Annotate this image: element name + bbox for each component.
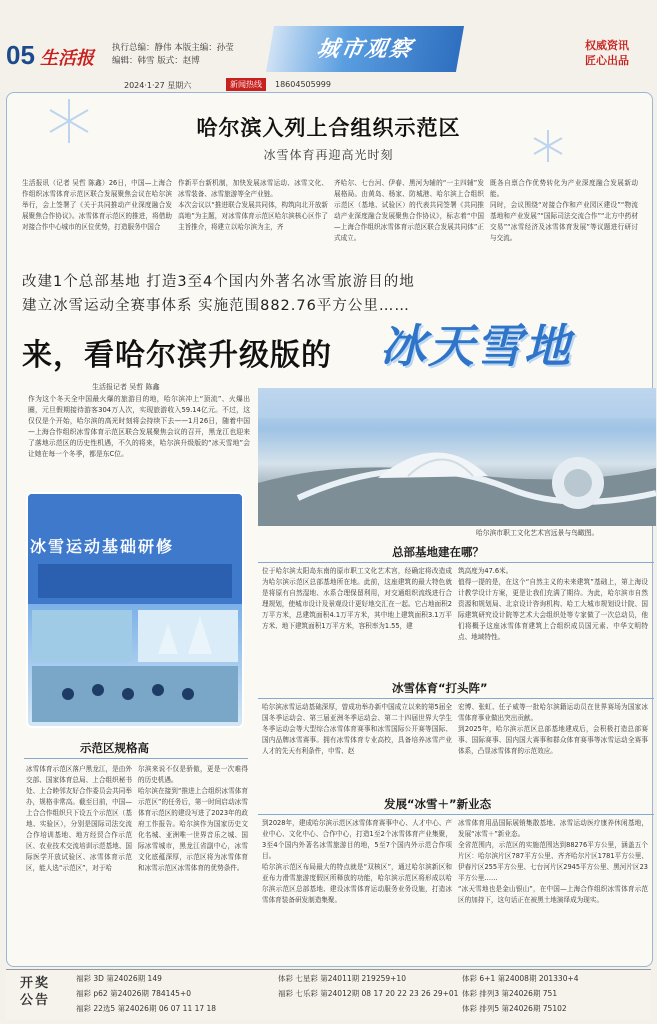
article1-column-2: 作新平台新机制，加快发展冰雪运动、冰雪文化、冰雪装备、冰雪旅游等全产业链。 本次会议以“推进联合发展共同体，构筑向北开放新高地”为主题，对冰雪体育示范区哈尔滨核心区作了主旨推介，将建立以哈尔滨为主，齐 — [178, 179, 328, 231]
newspaper-name: 生活报 — [40, 48, 94, 69]
section1-title: 总部基地建在哪？ — [392, 545, 484, 559]
article1-subtitle: 冰雪体育再迎高光时刻 — [263, 148, 394, 162]
page-number: 05 — [6, 40, 35, 70]
side-column-2: 尔滨来说不仅是骄傲，更是一次难得的历史机遇。 哈尔滨在接到“推进上合组织冰雪体育示范区”的任务后，第一时间启动冰雪体育示范区的建设写进了2023年的政府工作报告。哈尔滨作为国家历史文化名城、亚洲唯一世界音乐之城、国际冰雪城市，黑龙江省副中心，冰雪文化底蕴深厚，示范区将为冰雪体育和冰雪示范区冰雪体育的优势条件。 — [138, 765, 248, 872]
lottery-row: 体彩 6+1 第24008期 201330+4 — [462, 974, 579, 983]
article1-column-4: 既各自禀合作优势转化为产业深度融合发展新动能。 同时，会议围绕“对接合作和产业园区建设”“物流基地和产业发展”“国际司法交流合作”“北方中药材交易”“冰雪经济及冰雪体育发展”等议题进行研讨与交流。 — [490, 179, 638, 242]
lottery-row: 福彩 七乐彩 第24012期 08 17 20 22 23 26 29+01 — [278, 989, 459, 998]
article2-byline: 生活报记者 吴哲 陈鑫 — [92, 383, 160, 391]
lottery-title — [20, 975, 50, 1009]
issue-date: 2024·1·27 星期六 — [124, 81, 192, 90]
article1-column-3: 齐哈尔、七台河、伊春、黑河为辅的“一主四辅”发展格局。由黄岛、杨家、防城港、哈尔滨上合组织示范区（基地、试验区）的代表共同签署《共同推动产业深度融合发展聚焦合作协议》，标志着“中国—上海合作组织冰雪体育示范区联合发展共同体”正式成立。 — [334, 179, 484, 242]
lottery-row: 福彩 3D 第24026期 149 — [76, 974, 162, 983]
hotline-label: 新闻热线 — [226, 78, 266, 91]
slogan-line-2: 匠心出品 — [585, 54, 629, 67]
lottery-title-line-1: 开奖 — [20, 976, 51, 991]
aerial-building-illustration — [258, 388, 656, 526]
section1-divider — [258, 562, 654, 563]
hotline-number: 18604505999 — [275, 80, 331, 89]
training-photo — [26, 492, 244, 728]
editors-line-2: 编辑：韩雪 版式：赵博 — [112, 56, 200, 66]
training-collage-illustration — [28, 494, 242, 726]
slogan — [585, 38, 629, 68]
slogan-line-1: 权威资讯 — [585, 39, 629, 52]
section3-column-1: 到2028年，建成哈尔滨示范区冰雪体育赛事中心、人才中心、产业中心、文化中心、合作中心，打造1至2个冰雪体育产业集聚，3至4个国内外著名冰雪旅游目的地，5至7个国内外示范合作项目。 哈尔滨示范区布局最大的特点就是“双核区”，通过哈尔滨新区和亚布力滑雪旅游度假区所释放的功能，哈尔滨示范区将形成以哈尔滨示范区总部基地、建设冰雪体育运动服务业务设施，打造冰雪体育装备研发制造集聚。 — [262, 819, 452, 904]
section2-column-1: 哈尔滨冰雪运动基础深厚，曾成功举办新中国成立以来的第5届全国冬季运动会、第三届亚洲冬季运动会、第二十四届世界大学生冬季运动会等大型综合冰雪体育赛事和冰雪国际公开赛等国际、国内品牌冰雪赛事。拥有冰雪体育专业高校，具备培养冰雪产业人才的先天有利条件，申雪、赵 — [262, 703, 452, 755]
lottery-row: 体彩 排列5 第24026期 75102 — [462, 1004, 567, 1013]
section1-column-1: 位于哈尔滨太阳岛东南的原市职工文化艺术宫，经确定将改造成为哈尔滨示范区总部基地所在地。此前，这座建筑的最大特色就是将原有自然湿地、水系合理保留利用，对交通组织流线进行合理规划，使城市设计及景观设计更好地交汇在一起。它占地面积2万平方米，总建筑面积4.1万平方米，其中地上建筑面积3.1万平方米、地下建筑面积1万平方米，容积率为1.55，建 — [262, 567, 452, 630]
side-column-1: 冰雪体育示范区落户黑龙江，是由外交部、国家体育总局、上合组织秘书处、上合睦邻友好合作委员会共同举办，规格非常高。截至目前，中国—上合合作组织只下设五个示范区（基地、实验区），分别是国际司法交流合作培训基地、地方经贸合作示范区、农业技术交流培训示范基地、国际医学开放试验区、冰雪体育示范区，能人选“示范区”，对于哈 — [26, 765, 132, 872]
side-section-title: 示范区规格高 — [80, 741, 149, 755]
training-banner-text: 冰雪运动基础研修 — [30, 537, 175, 556]
article2-intro: 作为这个冬天全中国最火爆的旅游目的地，哈尔滨冲上“顶流”、火爆出圈，元旦假期接待游客304万人次，实现旅游收入59.14亿元。不过，这仅仅是个开始，哈尔滨的高光时刻将会持续下去——1月26日，随着中国—上海合作组织冰雪体育示范区联合发展聚焦会议的召开，黑龙江也迎来了落地示范区的历史性机遇，不久的将来，哈尔滨升级版的“冰天雪地”会让她在每一个冬季，都是东C位。 — [28, 395, 250, 458]
photo-caption: 哈尔滨市职工文化艺术宫远景与鸟瞰图。 — [476, 529, 599, 537]
art-palace-photo — [258, 388, 656, 526]
lottery-row: 体彩 排列3 第24026期 751 — [462, 989, 558, 998]
article2-title-highlight: 冰天雪地 — [380, 319, 572, 373]
editors-line-1: 执行总编：静伟 本版主编：孙莹 — [112, 43, 234, 53]
section-title: 城市观察 — [266, 26, 464, 72]
editor-credits — [112, 42, 234, 68]
section2-title: 冰雪体育“打头阵” — [392, 681, 488, 695]
section1-column-2: 筑高度为47.6米。 值得一提的是，在这个“自然主义的未来建筑”基础上，第上海设计教学设计方案，更是让我们充满了期待。为此，哈尔滨市自然资源和规划局、北京设计咨询机构、哈工大城市规划设计院、国际建筑研究设计院等艺术大会组织处等专家做了一次总动员，他们将概予这座冰雪体育建筑上合组织成员国元素、中华文明特点、地域特性。 — [458, 567, 648, 641]
section3-divider — [258, 814, 654, 815]
lottery-row: 体彩 七星彩 第24011期 219259+10 — [278, 974, 406, 983]
article2-lead-line-1: 改建1个总部基地 打造3至4个国内外著名冰雪旅游目的地 — [22, 274, 415, 290]
article2-lead-line-2: 建立冰雪运动全赛事体系 实施范围882.76平方公里…… — [22, 298, 410, 314]
article1-column-1: 生活报讯（记者 吴哲 陈鑫）26日，中国—上海合作组织冰雪体育示范区联合发展聚焦会议在哈尔滨举行，会上签署了《关于共同推动产业深度融合发展聚焦合作协议》。冰雪体育示范区的推进，将借助对接合作中心城市的区位优势，打造服务中国合 — [22, 179, 172, 231]
article1-title: 哈尔滨入列上合组织示范区 — [196, 116, 461, 140]
side-section-divider — [24, 758, 248, 759]
article2-title: 来，看哈尔滨升级版的 — [22, 338, 332, 373]
lottery-title-line-2: 公告 — [20, 993, 51, 1008]
lottery-row: 福彩 22选5 第24026期 06 07 11 17 18 — [76, 1004, 217, 1013]
lottery-row: 福彩 p62 第24026期 784145+0 — [76, 989, 192, 998]
section3-title: 发展“冰雪＋”新业态 — [384, 797, 492, 811]
section2-divider — [258, 698, 654, 699]
section3-column-2: 冰雪体育用品国际展销集散基地、冰雪运动医疗康养休闲基地，发展“冰雪＋”新业态。 全省范围内，示范区的实施范围达到88276平方公里，涵盖五个片区：哈尔滨片区787平方公里、齐齐哈尔片区1781平方公里、伊春片区255平方公里、七台河片区2945平方公里、黑河片区23平方公里…… “冰天雪地也是金山银山”，在中国—上海合作组织冰雪体育示范区的加持下，这句话正在被黑土地演绎成为现实。 — [458, 819, 648, 904]
section2-column-2: 宏博、张虹、任子威等一批哈尔滨籍运动员在世界赛场为国家冰雪体育事业做出突出贡献。 到2025年，哈尔滨示范区总部基地建成后，会积极打造总部赛事、国际赛事、国内国大赛事和群众体育赛事等冰雪运动全赛事体系，凸显冰雪体育的示范效应。 — [458, 703, 648, 755]
